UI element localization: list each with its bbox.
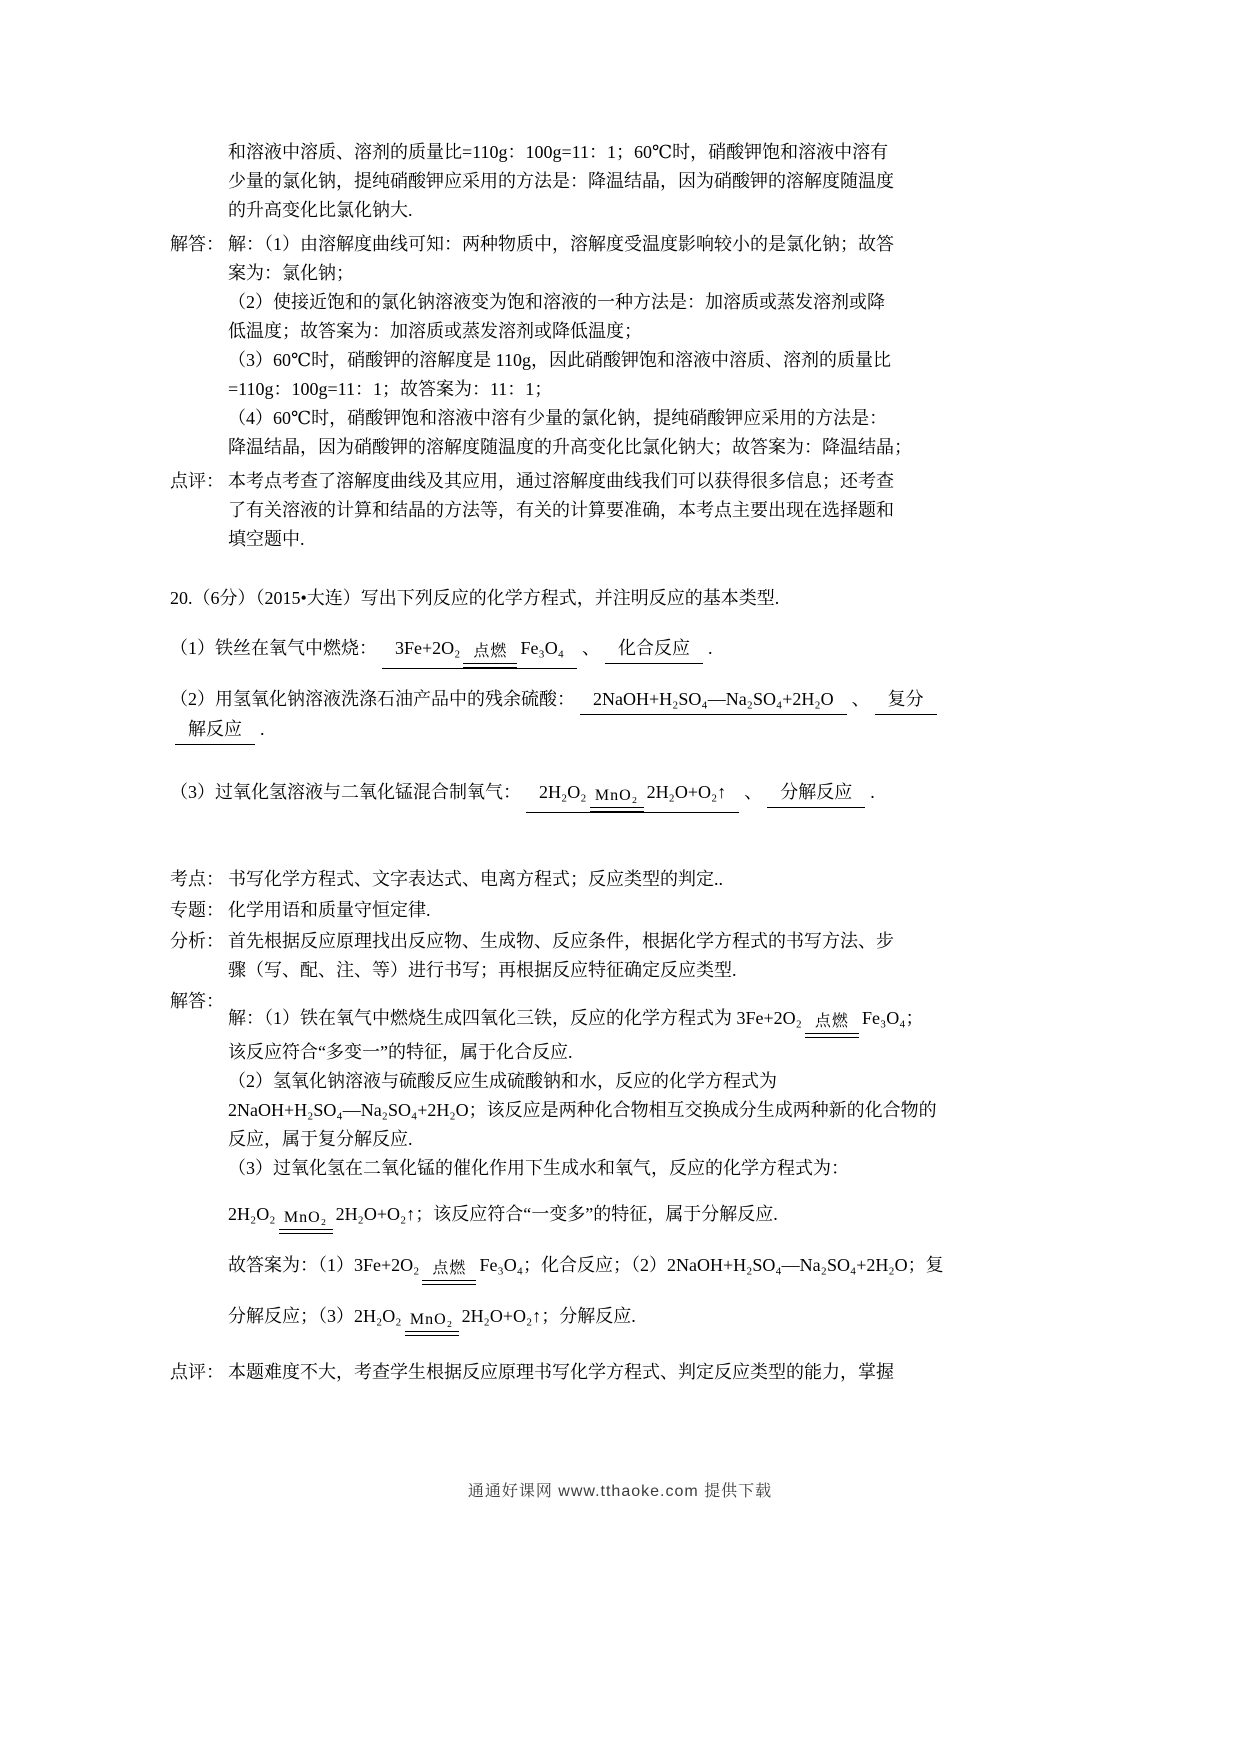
- doc-line: [228, 1125, 1080, 1154]
- doc-line: [228, 433, 1080, 462]
- text-run: 反应，属于复分解反应.: [228, 1129, 413, 1149]
- reaction-condition-over-equals: [279, 1209, 333, 1234]
- text-run: 首先根据反应原理找出反应物、生成物、反应条件，根据化学方程式的书写方法、步: [228, 931, 894, 951]
- text-run: 化学用语和质量守恒定律.: [228, 900, 431, 920]
- text-run: 书写化学方程式、文字表达式、电离方程式；反应类型的判定..: [228, 869, 723, 889]
- doc-line: [228, 896, 1080, 925]
- doc-line: [228, 375, 1080, 404]
- text-run: 的升高变化比氯化钠大.: [228, 200, 413, 220]
- equals-double-line-icon: [279, 1229, 333, 1234]
- answer-blank: [175, 715, 255, 745]
- doc-line: [228, 288, 1080, 317]
- prev-solution-comment: [170, 467, 1080, 554]
- doc-line: [228, 138, 1080, 167]
- text-run: .: [870, 782, 875, 802]
- doc-line: [170, 617, 1080, 669]
- doc-line: [228, 167, 1080, 196]
- reaction-condition-over-equals: [805, 1013, 859, 1038]
- text-run: （3）过氧化氢在二氧化锰的催化作用下生成水和氧气，反应的化学方程式为：: [228, 1158, 849, 1178]
- block-content: [228, 987, 1080, 1336]
- doc-line: [228, 525, 1080, 554]
- doc-line: [228, 317, 1080, 346]
- reaction-condition-text: 点燃: [432, 1260, 467, 1277]
- text-run: （3）过氧化氢溶液与二氧化锰混合制氧气：: [170, 782, 521, 802]
- q20-jieda: [170, 987, 1080, 1336]
- text-run: （2）氢氧化钠溶液与硫酸反应生成硫酸钠和水，反应的化学方程式为: [228, 1071, 777, 1091]
- doc-blocks: [170, 138, 1080, 1387]
- text-run: 解：（1）由溶解度曲线可知：两种物质中，溶解度受温度影响较小的是氯化钠；故答: [228, 234, 894, 254]
- reaction-condition-over-equals: [463, 643, 517, 668]
- text-run: 和溶液中溶质、溶剂的质量比=110g：100g=11：1；60℃时，硝酸钾饱和溶液中溶有: [228, 142, 889, 162]
- answer-blank: [605, 634, 703, 664]
- answer-blank: [382, 634, 577, 669]
- text-run: 20.（6分）（2015•大连）写出下列反应的化学方程式，并注明反应的基本类型.: [170, 588, 780, 608]
- block-content: [228, 467, 1080, 554]
- q20-fenxi: [170, 927, 1080, 985]
- block-label: 解答：: [170, 234, 224, 254]
- text-run: （4）60℃时，硝酸钾饱和溶液中溶有少量的氯化钠，提纯硝酸钾应采用的方法是：: [228, 408, 888, 428]
- doc-line: [228, 1183, 1080, 1234]
- text-run: 本考点考查了溶解度曲线及其应用，通过溶解度曲线我们可以获得很多信息；还考查: [228, 471, 894, 491]
- block-label: 考点：: [170, 869, 224, 889]
- equals-double-line-icon: [422, 1280, 476, 1285]
- q20-kaodian: [170, 865, 1080, 894]
- doc-line: [228, 230, 1080, 259]
- text-run: 填空题中.: [228, 529, 305, 549]
- answer-blank: [875, 685, 937, 715]
- text-run: （1）铁丝在氧气中燃烧：: [170, 638, 377, 658]
- block-content: [228, 927, 1080, 985]
- block-label: 点评：: [170, 471, 224, 491]
- doc-line: [228, 404, 1080, 433]
- text-run: Fe₃O₄；化合反应；（2）2NaOH+H₂SO₄—Na₂SO₄+2H₂O；复: [479, 1255, 944, 1275]
- doc-line: [228, 927, 1080, 956]
- q20-item-3: [170, 761, 1080, 813]
- text-run: 分解反应: [780, 782, 853, 802]
- reaction-condition-text: MnO₂: [594, 787, 639, 804]
- answer-blank: [767, 778, 865, 808]
- doc-line: [228, 865, 1080, 894]
- doc-line: [228, 467, 1080, 496]
- block-label: 解答：: [170, 991, 224, 1011]
- block-label: 点评：: [170, 1362, 224, 1382]
- block-label: 分析：: [170, 931, 224, 951]
- equals-double-line-icon: [590, 807, 644, 812]
- text-run: .: [708, 638, 713, 658]
- text-run: 、: [582, 638, 600, 658]
- equals-double-line-icon: [463, 663, 517, 668]
- doc-line: [228, 1358, 1080, 1387]
- doc-line: [228, 196, 1080, 225]
- doc-line: [228, 1285, 1080, 1336]
- block-content: [228, 138, 1080, 225]
- equals-double-line-icon: [405, 1331, 459, 1336]
- block-label: 专题：: [170, 900, 224, 920]
- answer-blank: [580, 685, 847, 715]
- text-run: 低温度；故答案为：加溶质或蒸发溶剂或降低温度；: [228, 321, 642, 341]
- block-content: [228, 896, 1080, 925]
- doc-line: [170, 584, 1080, 613]
- reaction-condition-text: MnO₂: [409, 1311, 454, 1328]
- text-run: （3）60℃时，硝酸钾的溶解度是 110g，因此硝酸钾饱和溶液中溶质、溶剂的质量比: [228, 350, 891, 370]
- doc-line: [228, 987, 1080, 1038]
- doc-line: [228, 346, 1080, 375]
- text-run: 了有关溶液的计算和结晶的方法等，有关的计算要准确，本考点主要出现在选择题和: [228, 500, 894, 520]
- text-run: 解：（1）铁在氧气中燃烧生成四氧化三铁，反应的化学方程式为 3Fe+2O₂: [228, 1008, 802, 1028]
- doc-line: [228, 1067, 1080, 1096]
- q20-item-2: [170, 685, 1080, 745]
- doc-line: [228, 496, 1080, 525]
- block-content: [170, 685, 1080, 745]
- text-run: .: [260, 719, 265, 739]
- page-footer: [0, 1478, 1240, 1501]
- text-run: 该反应符合“多变一”的特征，属于化合反应.: [228, 1042, 573, 1062]
- text-run: 、: [744, 782, 763, 802]
- text-run: 解反应: [188, 719, 242, 739]
- doc-line: [170, 761, 1080, 813]
- q20-item-1: [170, 617, 1080, 669]
- q20-zhuanti: [170, 896, 1080, 925]
- reaction-condition-text: MnO₂: [283, 1209, 328, 1226]
- text-run: Fe₃O₄: [520, 638, 564, 658]
- reaction-condition-text: 点燃: [473, 643, 508, 660]
- equals-double-line-icon: [805, 1033, 859, 1038]
- reaction-condition-over-equals: [422, 1260, 476, 1285]
- text-run: 复分: [887, 689, 924, 709]
- text-run: （2）使接近饱和的氯化钠溶液变为饱和溶液的一种方法是：加溶质或蒸发溶剂或降: [228, 292, 885, 312]
- doc-line: [228, 1154, 1080, 1183]
- reaction-condition-text: 点燃: [814, 1013, 849, 1030]
- doc-line: [170, 715, 1080, 745]
- text-run: 2NaOH+H₂SO₄—Na₂SO₄+2H₂O；该反应是两种化合物相互交换成分生成两种新的化合物的: [228, 1100, 937, 1120]
- doc-line: [228, 259, 1080, 288]
- text-run: 故答案为：（1）3Fe+2O₂: [228, 1255, 420, 1275]
- text-run: 分解反应；（3）2H₂O₂: [228, 1306, 402, 1326]
- block-content: [228, 230, 1080, 462]
- text-run: 2NaOH+H₂SO₄—Na₂SO₄+2H₂O: [593, 689, 834, 709]
- block-content: [228, 865, 1080, 894]
- q20-stem: [170, 584, 1080, 613]
- text-run: 化合反应: [618, 638, 690, 658]
- text-run: 本题难度不大，考查学生根据反应原理书写化学方程式、判定反应类型的能力，掌握: [228, 1362, 894, 1382]
- text-run: 2H₂O+O₂↑；该反应符合“一变多”的特征，属于分解反应.: [335, 1204, 778, 1224]
- reaction-condition-over-equals: [405, 1311, 459, 1336]
- text-run: 2H₂O₂: [228, 1204, 276, 1224]
- prev-solution-tail: [170, 138, 1080, 225]
- block-content: [170, 617, 1080, 669]
- doc-line: [228, 1096, 1080, 1125]
- text-run: 少量的氯化钠，提纯硝酸钾应采用的方法是：降温结晶，因为硝酸钾的溶解度随温度: [228, 171, 894, 191]
- doc-line: [228, 1038, 1080, 1067]
- answer-blank: [526, 778, 739, 813]
- doc-line: [228, 1234, 1080, 1285]
- text-run: 降温结晶，因为硝酸钾的溶解度随温度的升高变化比氯化钠大；故答案为：降温结晶；: [228, 437, 912, 457]
- block-content: [170, 761, 1080, 813]
- text-run: 、: [851, 689, 870, 709]
- text-run: （2）用氢氧化钠溶液洗涤石油产品中的残余硫酸：: [170, 689, 575, 709]
- reaction-condition-over-equals: [590, 787, 644, 812]
- footer-text: 通通好课网 www.tthaoke.com 提供下载: [467, 1483, 773, 1500]
- doc-line: [170, 685, 1080, 715]
- prev-solution-answer: [170, 230, 1080, 462]
- text-run: 案为：氯化钠；: [228, 263, 354, 283]
- text-run: 3Fe+2O₂: [395, 638, 461, 658]
- block-content: [228, 1358, 1080, 1387]
- block-content: [170, 584, 1080, 613]
- q20-dianping: [170, 1358, 1080, 1387]
- text-run: Fe₃O₄；: [861, 1008, 924, 1028]
- text-run: 2H₂O+O₂↑: [646, 782, 727, 802]
- text-run: 2H₂O+O₂↑；分解反应.: [461, 1306, 636, 1326]
- text-run: =110g：100g=11：1；故答案为：11：1；: [228, 379, 553, 399]
- text-run: 2H₂O₂: [539, 782, 587, 802]
- doc-line: [228, 956, 1080, 985]
- text-run: 骤（写、配、注、等）进行书写；再根据反应特征确定反应类型.: [228, 960, 737, 980]
